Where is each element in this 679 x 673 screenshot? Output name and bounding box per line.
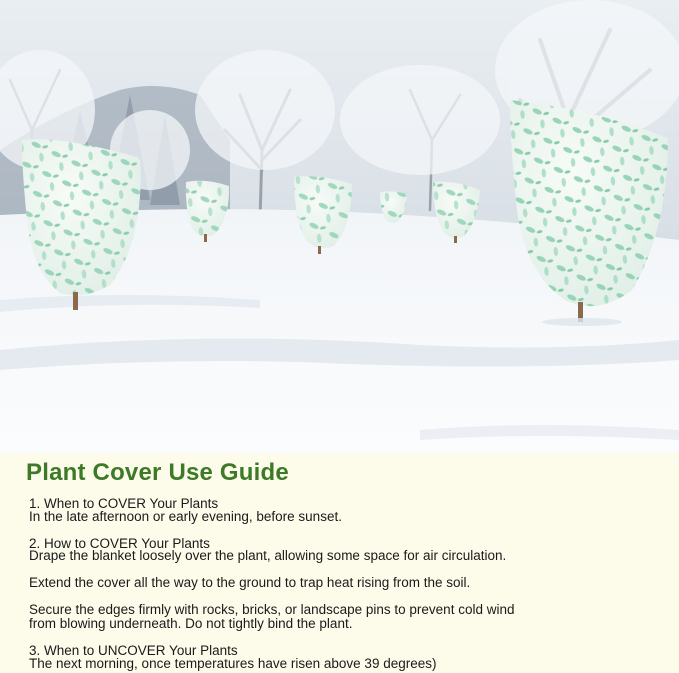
section-1-text: In the late afternoon or early evening, before sunset. (29, 509, 342, 524)
section-2-text-4: from blowing underneath. Do not tightly bind the plant. (29, 616, 353, 631)
guide-title: Plant Cover Use Guide (26, 459, 289, 486)
usage-guide-panel (0, 453, 679, 673)
section-2-heading: 2. How to COVER Your Plants (29, 536, 210, 551)
section-3-text: The next morning, once temperatures have risen above 39 degrees) (29, 656, 437, 671)
section-1-heading: 1. When to COVER Your Plants (29, 496, 219, 511)
section-2-text-1: Drape the blanket loosely over the plant, allowing some space for air circulation. (29, 548, 507, 563)
section-2-text-3: Secure the edges firmly with rocks, bricks, or landscape pins to prevent cold wind (29, 602, 515, 617)
section-2-text-2: Extend the cover all the way to the ground to trap heat rising from the soil. (29, 575, 471, 590)
section-3-heading: 3. When to UNCOVER Your Plants (29, 643, 238, 658)
